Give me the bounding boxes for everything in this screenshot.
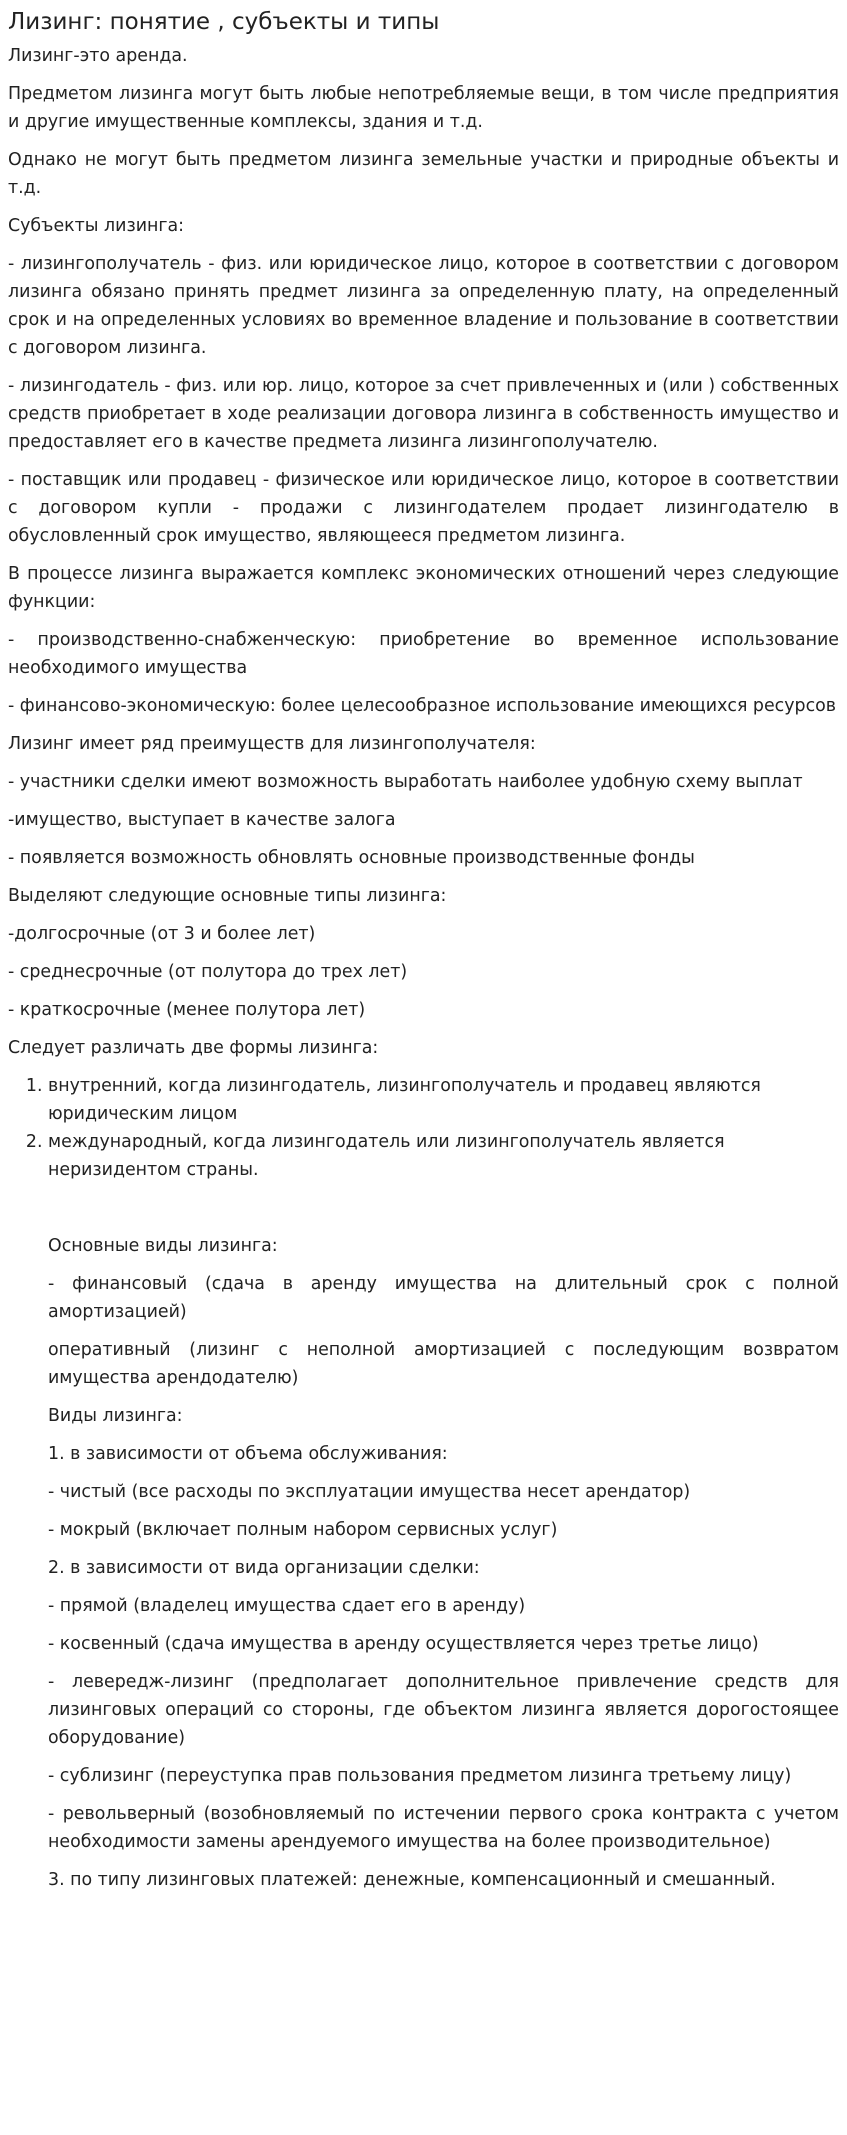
paragraph-financial: - финансовый (сдача в аренду имущества на длительный срок с полной амортизацией) xyxy=(48,1274,839,1322)
paragraph-function-production: - производственно-снабженческую: приобретение во временное использование необходимого имущества xyxy=(8,630,839,678)
paragraph-advantage-collateral: -имущество, выступает в качестве залога xyxy=(8,810,396,830)
forms-list xyxy=(8,1072,839,1184)
paragraph-by-service: 1. в зависимости от объема обслуживания: xyxy=(48,1444,448,1464)
paragraph-advantage-renewal: - появляется возможность обновлять основные производственные фонды xyxy=(8,848,695,868)
indented-section xyxy=(8,1232,839,1894)
paragraph-function-finance: - финансово-экономическую: более целесообразное использование имеющихся ресурсов xyxy=(8,696,837,716)
paragraph-definition: Лизинг-это аренда. xyxy=(8,46,188,66)
list-item: 1. внутренний, когда лизингодатель, лизингополучатель и продавец являются юридическим лицом xyxy=(48,1072,839,1128)
paragraph-advantage-payments: - участники сделки имеют возможность выработать наиболее удобную схему выплат xyxy=(8,772,803,792)
paragraph-subject-items: Предметом лизинга могут быть любые непотребляемые вещи, в том числе предприятия и другие имущественные комплексы, здания и т.д. xyxy=(8,84,839,132)
paragraph-by-payments: 3. по типу лизинговых платежей: денежные, компенсационный и смешанный. xyxy=(48,1870,776,1890)
paragraph-clean: - чистый (все расходы по эксплуатации имущества несет арендатор) xyxy=(48,1482,691,1502)
paragraph-subjects-heading: Субъекты лизинга: xyxy=(8,216,185,236)
paragraph-kinds-subheading: Виды лизинга: xyxy=(48,1406,183,1426)
paragraph-wet: - мокрый (включает полным набором сервисных услуг) xyxy=(48,1520,558,1540)
paragraph-types-intro: Выделяют следующие основные типы лизинга: xyxy=(8,886,447,906)
list-item: 2. международный, когда лизингодатель или лизингополучатель является неризидентом страны. xyxy=(48,1128,839,1184)
spacer xyxy=(8,1194,839,1232)
paragraph-functions-intro: В процессе лизинга выражается комплекс экономических отношений через следующие функции: xyxy=(8,564,839,612)
paragraph-indirect: - косвенный (сдача имущества в аренду осуществляется через третье лицо) xyxy=(48,1634,759,1654)
paragraph-by-deal: 2. в зависимости от вида организации сделки: xyxy=(48,1558,480,1578)
paragraph-supplier: - поставщик или продавец - физическое или юридическое лицо, которое в соответствии с договором купли - продажи с лизингодателем продает лизингодателю в обусловленный срок имущество, являющееся предметом лизинга. xyxy=(8,470,839,546)
paragraph-advantages-intro: Лизинг имеет ряд преимуществ для лизингополучателя: xyxy=(8,734,536,754)
paragraph-leveraged: - левередж-лизинг (предполагает дополнительное привлечение средств для лизинговых операций со стороны, где объектом лизинга является дорогостоящее оборудование) xyxy=(48,1672,839,1748)
paragraph-lessor: - лизингодатель - физ. или юр. лицо, которое за счет привлеченных и (или ) собственных средств приобретает в ходе реализации договора лизинга в собственность имущество и предоставляет его в качестве предмета лизинга лизингополучателю. xyxy=(8,376,839,452)
paragraph-exclusions: Однако не могут быть предметом лизинга земельные участки и природные объекты и т.д. xyxy=(8,150,839,198)
paragraph-lessee: - лизингополучатель - физ. или юридическое лицо, которое в соответствии с договором лизинга обязано принять предмет лизинга за определенную плату, на определенный срок и на определенных условиях во временное владение и пользование в соответствии с договором лизинга. xyxy=(8,254,839,358)
paragraph-direct: - прямой (владелец имущества сдает его в аренду) xyxy=(48,1596,526,1616)
paragraph-operative: оперативный (лизинг с неполной амортизацией с последующим возвратом имущества арендодателю) xyxy=(48,1340,839,1388)
page-title: Лизинг: понятие , субъекты и типы xyxy=(8,9,440,35)
paragraph-kinds-heading: Основные виды лизинга: xyxy=(48,1236,278,1256)
paragraph-subleasing: - сублизинг (переуступка прав пользования предметом лизинга третьему лицу) xyxy=(48,1766,792,1786)
paragraph-type-medium: - среднесрочные (от полутора до трех лет) xyxy=(8,962,408,982)
paragraph-forms-intro: Следует различать две формы лизинга: xyxy=(8,1038,379,1058)
paragraph-type-short: - краткосрочные (менее полутора лет) xyxy=(8,1000,366,1020)
paragraph-type-long: -долгосрочные (от 3 и более лет) xyxy=(8,924,316,944)
paragraph-revolving: - револьверный (возобновляемый по истечении первого срока контракта с учетом необходимости замены арендуемого имущества на более производительное) xyxy=(48,1804,839,1852)
